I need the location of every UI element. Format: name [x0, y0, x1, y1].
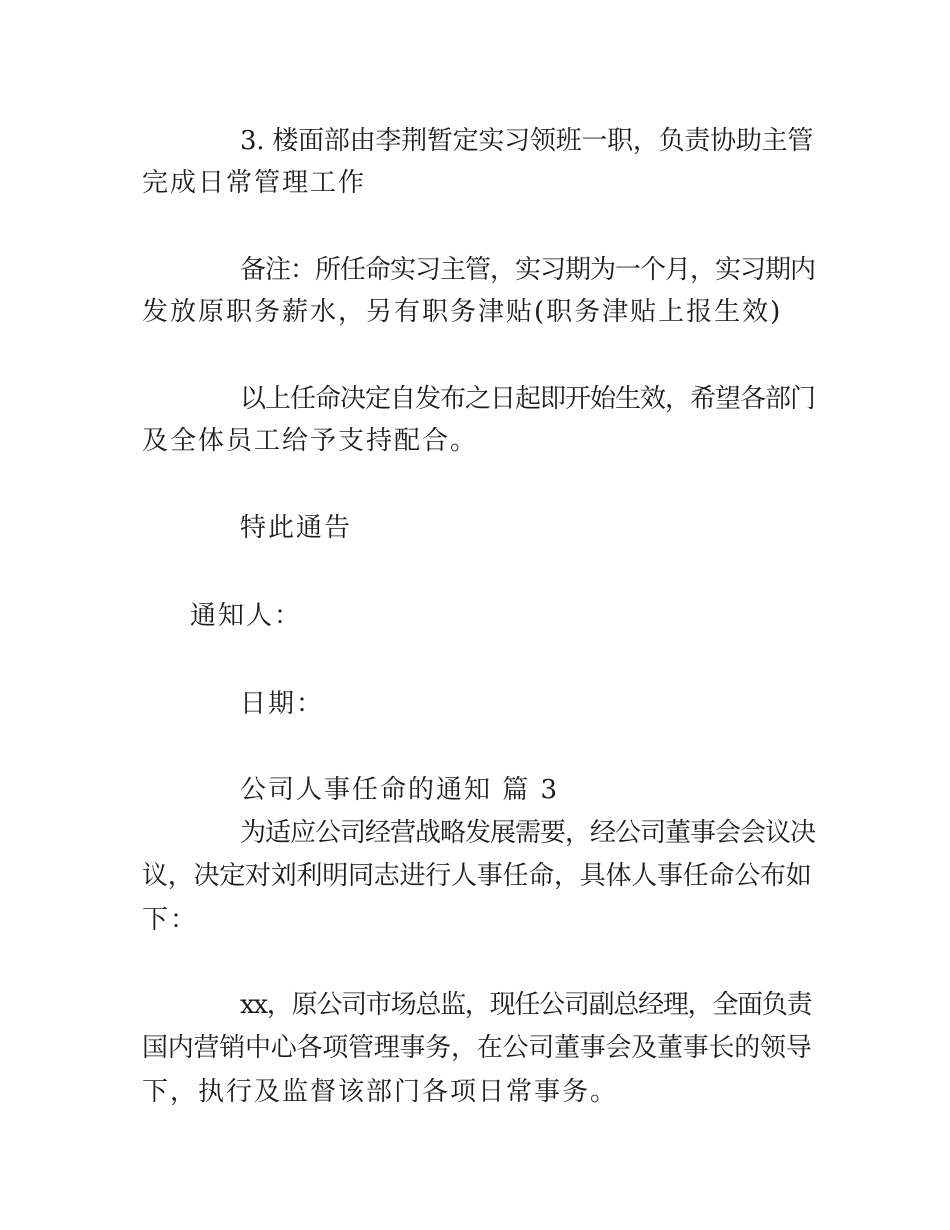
section-title: 公司人事任命的通知 篇 3 — [240, 775, 560, 805]
para5-line2: 国内营销中心各项管理事务，在公司董事会及董事长的领导 — [142, 1033, 812, 1063]
date-label: 日期： — [240, 689, 325, 719]
para4-line1: 为适应公司经营战略发展需要，经公司董事会会议决 — [240, 818, 816, 848]
para5-line3: 下，执行及监督该部门各项日常事务。 — [142, 1077, 619, 1107]
para1-line2: 完成日常管理工作 — [142, 168, 367, 198]
remark-line2: 发放原职务薪水，另有职务津贴(职务津贴上报生效) — [142, 297, 783, 327]
remark-line1: 备注：所任命实习主管，实习期为一个月，实习期内 — [240, 255, 816, 285]
para5-line1: xx，原公司市场总监，现任公司副总经理，全面负责 — [240, 990, 812, 1020]
notice-text: 特此通告 — [240, 513, 353, 543]
para3-line1: 以上任命决定自发布之日起即开始生效，希望各部门 — [240, 384, 816, 414]
para4-line3: 下： — [142, 905, 199, 935]
para1-line1: 3. 楼面部由李荆暂定实习领班一职，负责协助主管 — [240, 126, 814, 156]
para4-line2: 议，决定对刘利明同志进行人事任命，具体人事任命公布如 — [142, 861, 812, 891]
notifier-label: 通知人： — [190, 601, 303, 631]
para3-line2: 及全体员工给予支持配合。 — [142, 426, 479, 456]
